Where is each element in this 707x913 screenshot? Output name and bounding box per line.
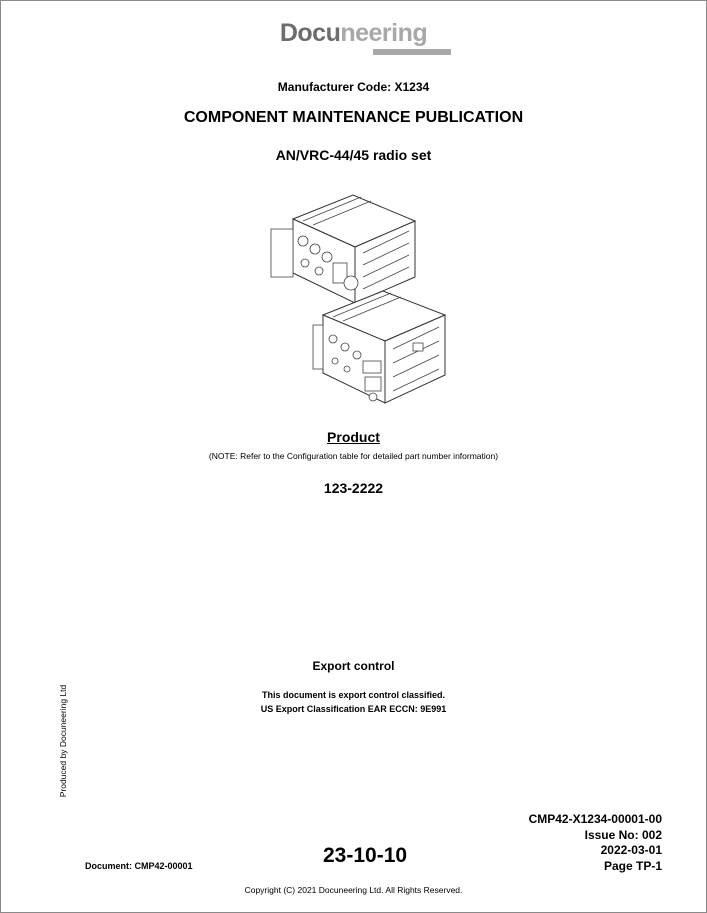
- radio-set-image: [263, 191, 478, 413]
- product-heading: Product: [327, 429, 380, 445]
- logo-text-docu: Docu: [279, 19, 341, 47]
- document-info-block: [529, 812, 662, 874]
- chapter-number: 23-10-10: [323, 844, 408, 867]
- export-control-line2: US Export Classification EAR ECCN: 9E991: [260, 704, 447, 714]
- export-control-line1: This document is export control classified.: [261, 690, 446, 700]
- issue-date: 2022-03-01: [600, 843, 662, 857]
- page-number: Page TP-1: [603, 858, 662, 873]
- copyright-notice: Copyright (C) 2021 Docuneering Ltd. All Rights Reserved.: [244, 885, 463, 895]
- document-number: Document: CMP42-00001: [85, 861, 193, 871]
- producer-side-text: Produced by Docuneering Ltd: [58, 684, 68, 798]
- manufacturer-code: Manufacturer Code: X1234: [277, 80, 430, 94]
- logo-underline: [373, 49, 451, 55]
- logo-text-neering: neering: [340, 19, 428, 47]
- export-control-heading: Export control: [312, 659, 395, 673]
- publication-title: COMPONENT MAINTENANCE PUBLICATION: [183, 109, 524, 126]
- docuneering-logo: [1, 19, 706, 48]
- document-code: CMP42-X1234-00001-00: [528, 812, 662, 826]
- part-number: 123-2222: [323, 480, 384, 496]
- publication-subtitle: AN/VRC-44/45 radio set: [275, 147, 432, 163]
- issue-number: Issue No: 002: [584, 827, 662, 842]
- product-note: (NOTE: Refer to the Configuration table for detailed part number information): [208, 451, 499, 461]
